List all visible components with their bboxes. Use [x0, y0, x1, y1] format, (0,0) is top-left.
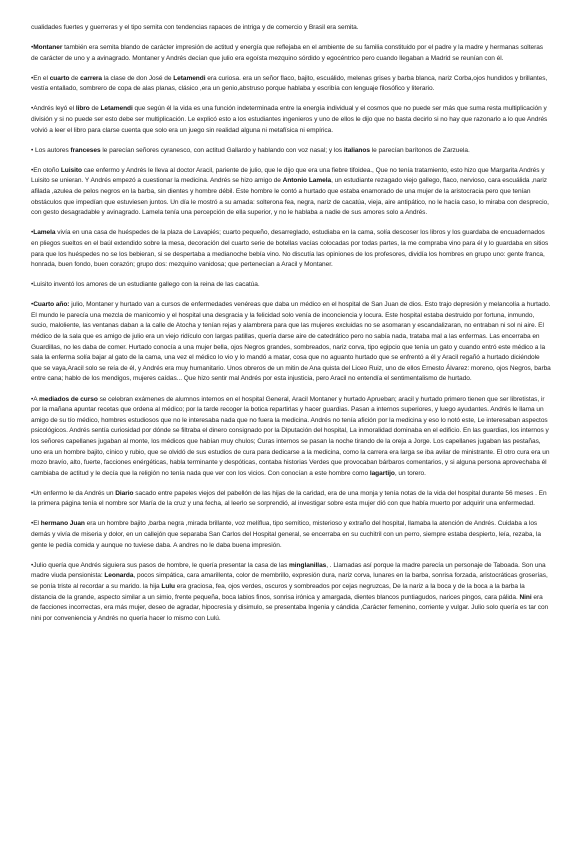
text-run: , un estudiante rezagado viejo gallego, flaco, nervioso, cara escuálida ,nariz afilada ,azulea de pelos negros en la barba, sin dientes y hombre débil. Este hombre le contó a hurtado que estaba enamorado de una mujer de la aristocracia pero que tenían obstáculos que impedían que estuviesen juntos. Un día le mostró a su amada: solterona fea, negra, nariz de cacatúa, vieja, aire antipático, no le hacía caso, lo miraba con desprecio, con gesto desagradable y avinagrado. Lamela tenía una percepción de ella superior, y no le hablaba a nadie de sus amores solo a Andrés.: [31, 177, 549, 217]
text-run: de: [69, 74, 81, 82]
bold-term: hermano Juan: [40, 520, 85, 528]
paragraph: [31, 166, 551, 219]
text-run: •En otoño: [31, 166, 61, 174]
bold-term: Leonarda: [104, 572, 134, 580]
text-run: •: [31, 229, 34, 237]
text-run: era de facciones incorrectas, era más mujer, deseo de agradar, hipocresía y disimulo, se presentaba Ingenia y cándida ,Carácter femenino, corriente y vulgar. Julio solo quería es tar con nini por conveniencia y Andrés no quería hacer lo mismo con Lulú.: [31, 593, 549, 622]
bold-term: libro: [75, 105, 90, 113]
text-run: , . Llamadas así porque la madre parecía un personaje de Taboada. Son una madre viuda pensionista:: [31, 561, 546, 580]
text-run: le parecían señores cyranesco, con actitud Gallardo y hablando con voz nasal; y los: [100, 146, 344, 154]
text-run: •: [31, 301, 34, 309]
document-page: [31, 23, 551, 634]
text-run: de: [89, 105, 101, 113]
text-run: era graciosa, fea, ojos verdes, oscuros y sombreados por cejas negruzcas, De la nariz a la boca y de la boca a la barba la distancia de la grande, aspecto similar a un simio, frente pequeña, boca labios finos, sonrisa irónica y amargada, dientes blancos puntiagudos, narices pingos, cara pálida.: [31, 582, 525, 601]
bold-term: Cuarto año:: [33, 301, 70, 309]
bold-term: Antonio Lamela: [282, 177, 332, 185]
text-run: se celebran exámenes de alumnos internos en el hospital General, Aracil Montaner y hurtado Aprueban; aracil y hurtado primero tienen que ser libretistas, ir por la mañana apuntar recetas que ordena al médico; por la tarde recoger la botica repartirlas y hacer guardias. Pasan a internos superiores, y luego ayudantes. Andrés le llama un amigo de su tío médico, hombres estudiosos que no le interesaba nada que no fuera la medicina. Andrés no tenía afición por la medicina y eso lo notó este, Le interesaban aspectos psicológicos. Andrés sentía curiosidad por dónde se filtraba el dinero consignado por la Diputación del hospital, La inmoralidad dominaba en el edificio. En las guardias, los internos y los señores capellanes jugaban al monte, los médicos que habían muy chulos; Curas internos se pasan la noche tirando de la oreja a Jorge. Los capellanes jugaban las pestañas, uno era un hombre bajito, cínico y rubio, que se olvidó de sus estudios de cura para dedicarse a la medicina, como la carrera era larga se iba avilar de ministrante. El otro cura era un mozo bravío, alto, fuerte, facciones enérgéticas, habla terminante y despóticas, contaba historias Verdes que provocaban bárbaros comentarios, y si alguna persona aprovechaba él cambiaba de actitud y le decía que la religión no tenía nada que ver con los vicios. Con conocían a este hombre como: [31, 395, 550, 477]
text-run: •: [31, 44, 34, 52]
text-run: la clase de don José de: [102, 74, 174, 82]
bold-term: cuarto: [49, 74, 70, 82]
paragraph: [31, 74, 551, 95]
paragraph: [31, 228, 551, 270]
bold-term: mediados de curso: [38, 395, 98, 403]
text-run: vivía en una casa de huéspedes de la plaza de Lavapiés; cuarto pequeño, desarreglado, estudiaba en la cama, solía descoser los libros y los guardaba de encuadernados en pliegos sueltos en el baúl extendido sobre la mesa, decoración del cuarto serie de botellas vacías colocadas por todas partes, la me compraba vino para él y lo guardaba en sitios para que los huéspedes no se los bebieran, si se despertaba a medianoche bebía vino. No discutía las opiniones de los profesores, dividía los hombres en grupo uno: gente franca, honrada, buen fondo, buen corazón; grupo dos: mezquino vanidosa; que pertenecían a Aracil y Montaner.: [31, 229, 549, 269]
text-run: sacado entre papeles viejos del pabellón de las hijas de la caridad, era de una monja y tenía notas de la vida del hospital durante 56 meses . En la primera página tenía el nombre sor María de la cruz y una fecha, al leerlo se sorprendió, al investigar sobre esta mujer dió con que había muerto por adquirir una enfermedad.: [31, 489, 547, 508]
bold-term: minglanillas: [289, 561, 327, 569]
paragraph: [31, 300, 551, 385]
bold-term: Nini: [519, 593, 532, 601]
bold-term: lagartijo: [369, 469, 395, 477]
text-run: , pocos simpática, cara amarillenta, color de membrillo, expresión dura, nariz corva, lunares en la barba, sonrisa forzada, aristocráticas groserías, se ponía triste al recordar a su marido. la hija: [31, 572, 548, 590]
paragraph: [31, 519, 551, 551]
text-run: le parecían barítonos de Zarzuela.: [369, 146, 470, 154]
bold-term: carrera: [80, 74, 102, 82]
text-run: era curiosa. era un señor flaco, bajito, escuálido, melenas grises y barba blanca, nariz Corba,ojos hundidos y brillantes, vestía entallado, sombrero de copa de alas planas, clásico ,era un genio,abstruso porque hablaba y escribía con lenguaje filosófico y literario.: [31, 74, 548, 93]
text-run: julio, Montaner y hurtado van a cursos de enfermedades venéreas que daba un médico en el hospital de San Juan de dios. Esto trajo depresión y melancolía a hurtado. El mundo le parecía una mezcla de manicomio y el hospital una desgracia y la felicidad solo venía de inconciencia y locura. Este hospital estaba destruido por fortuna, inmundo, sucio, maloliente, las ventanas daban a la calle de Atocha y tenían rejas y alambrera para que las mujeres excluidas no se asomaran y escandalizaran, no entraban ni sol ni aire. El médico de la sala que es amigo de julio era un viejo ridículo con largas patillas, quería darse aire de catedrático pero no sabía nada, trataba mal a las enfermas. Las encerraba en Guardillas, no les daba de comer. Hurtado conocía a una mujer bella, ojos Negros grandes, sombreados, nariz corva, tipo egipcio que tenía un gato y cuando entró este médico a la sala la enferma solía bajar al gato de la cama, una vez el médico lo vio y lo mandó a matar, cosa que no aguanto hurtado que se enfrentó a él y Aracil regañó a hurtado diciéndole que se vaya,Aracil solo se reía de él, y Andrés era muy humanitario. Unos obreros de un mitin de Ana quista del Liceo Ruiz, uno de ellos Ernesto Álvarez: moreno, ojos Negros, barba entre cana; hablo de los mendigos, mujeres caídas... Que hizo sentir mal Andrés por esta injusticia, pero Aracil no entendía el sentimentalismo de hurtado.: [31, 301, 551, 383]
paragraph: [31, 489, 551, 510]
bold-term: Letamendi: [173, 74, 206, 82]
bold-term: Diario: [115, 489, 134, 497]
text-run: cualidades fuertes y guerreras y el tipo semita con tendencias rapaces de intriga y de comercio y Brasil era semita.: [31, 24, 359, 31]
paragraph: [31, 104, 551, 136]
bold-term: italianos: [343, 146, 370, 154]
text-run: •Un enfermo le da Andrés un: [31, 489, 116, 497]
paragraph: [31, 43, 551, 64]
bold-term: Luisito: [60, 166, 82, 174]
text-run: que según él la vida es una función indeterminada entre la energía individual y el cosmos que no puede ser más que suma resta multiplicación y división y si no puede ser esto debe ser multiplicación. Le explicó esto a los estudiantes ingenieros y uno de ellos le dijo que no basta decirlo si no hay que razonarlo a lo que Andrés volvió a leer el libro para clarse cuenta que solo era un juego sin realidad alguna ni metafísica ni empírica.: [31, 105, 548, 134]
paragraph: [31, 146, 551, 157]
text-run: •A: [31, 395, 39, 403]
text-run: •Julio quería que Andrés siguiera sus pasos de hombre, le quería presentar la casa de las: [31, 561, 290, 569]
text-run: • Los autores: [31, 146, 71, 154]
paragraph: [31, 395, 551, 480]
bold-term: Montaner: [33, 44, 63, 52]
bold-term: Letamendi: [100, 105, 133, 113]
paragraph: [31, 280, 551, 291]
paragraph: [31, 23, 551, 34]
text-run: •Luisito inventó los amores de un estudiante gallego con la reina de las cacatúa.: [31, 281, 260, 289]
bold-term: Lamela: [33, 229, 56, 237]
text-run: •Andrés leyó el: [31, 105, 76, 113]
bold-term: Lulu: [161, 582, 175, 590]
text-run: , un torero.: [394, 469, 426, 477]
text-run: era un hombre bajito ,barba negra ,mirada brillante, voz melíflua, tipo semítico, misterioso y extraño del hospital, llamaba la atención de Andrés. Cuidaba a los demás y vivía de miseria y dolor, en un callejón que separaba San Carlos del Hospital general, se encerraba en su cuchitril con un perro, siempre estaba despierto, leía, rezaba, la gente le pedía comida y aunque no tuviese daba. A andres no le daba buena impresión.: [31, 520, 541, 549]
text-run: •El: [31, 520, 41, 528]
paragraph: [31, 561, 551, 625]
bold-term: franceses: [70, 146, 101, 154]
text-run: también era semita blando de carácter impresión de actitud y energía que reflejaba en el ambiente de su familia constituido por el padre y la madre y hermanas solteras de carácter de uno y a avinagrado. Montaner y Andrés decían que julio era egoísta mezquino sórdido y egocéntrico pero cuando llegaban a Madrid se reunían con él.: [31, 44, 544, 62]
text-run: •En el: [31, 74, 50, 82]
text-run: cae enfermo y Andrés le lleva al doctor Aracil, pariente de julio, que le dijo que era una fiebre tifoidea., Que no tenía tratamiento, esto hizo que Margarita Andrés y Luisito se unieran. Y Andrés empezó a cuestionar la medicina. Andrés se hizo amigo de: [31, 166, 545, 185]
